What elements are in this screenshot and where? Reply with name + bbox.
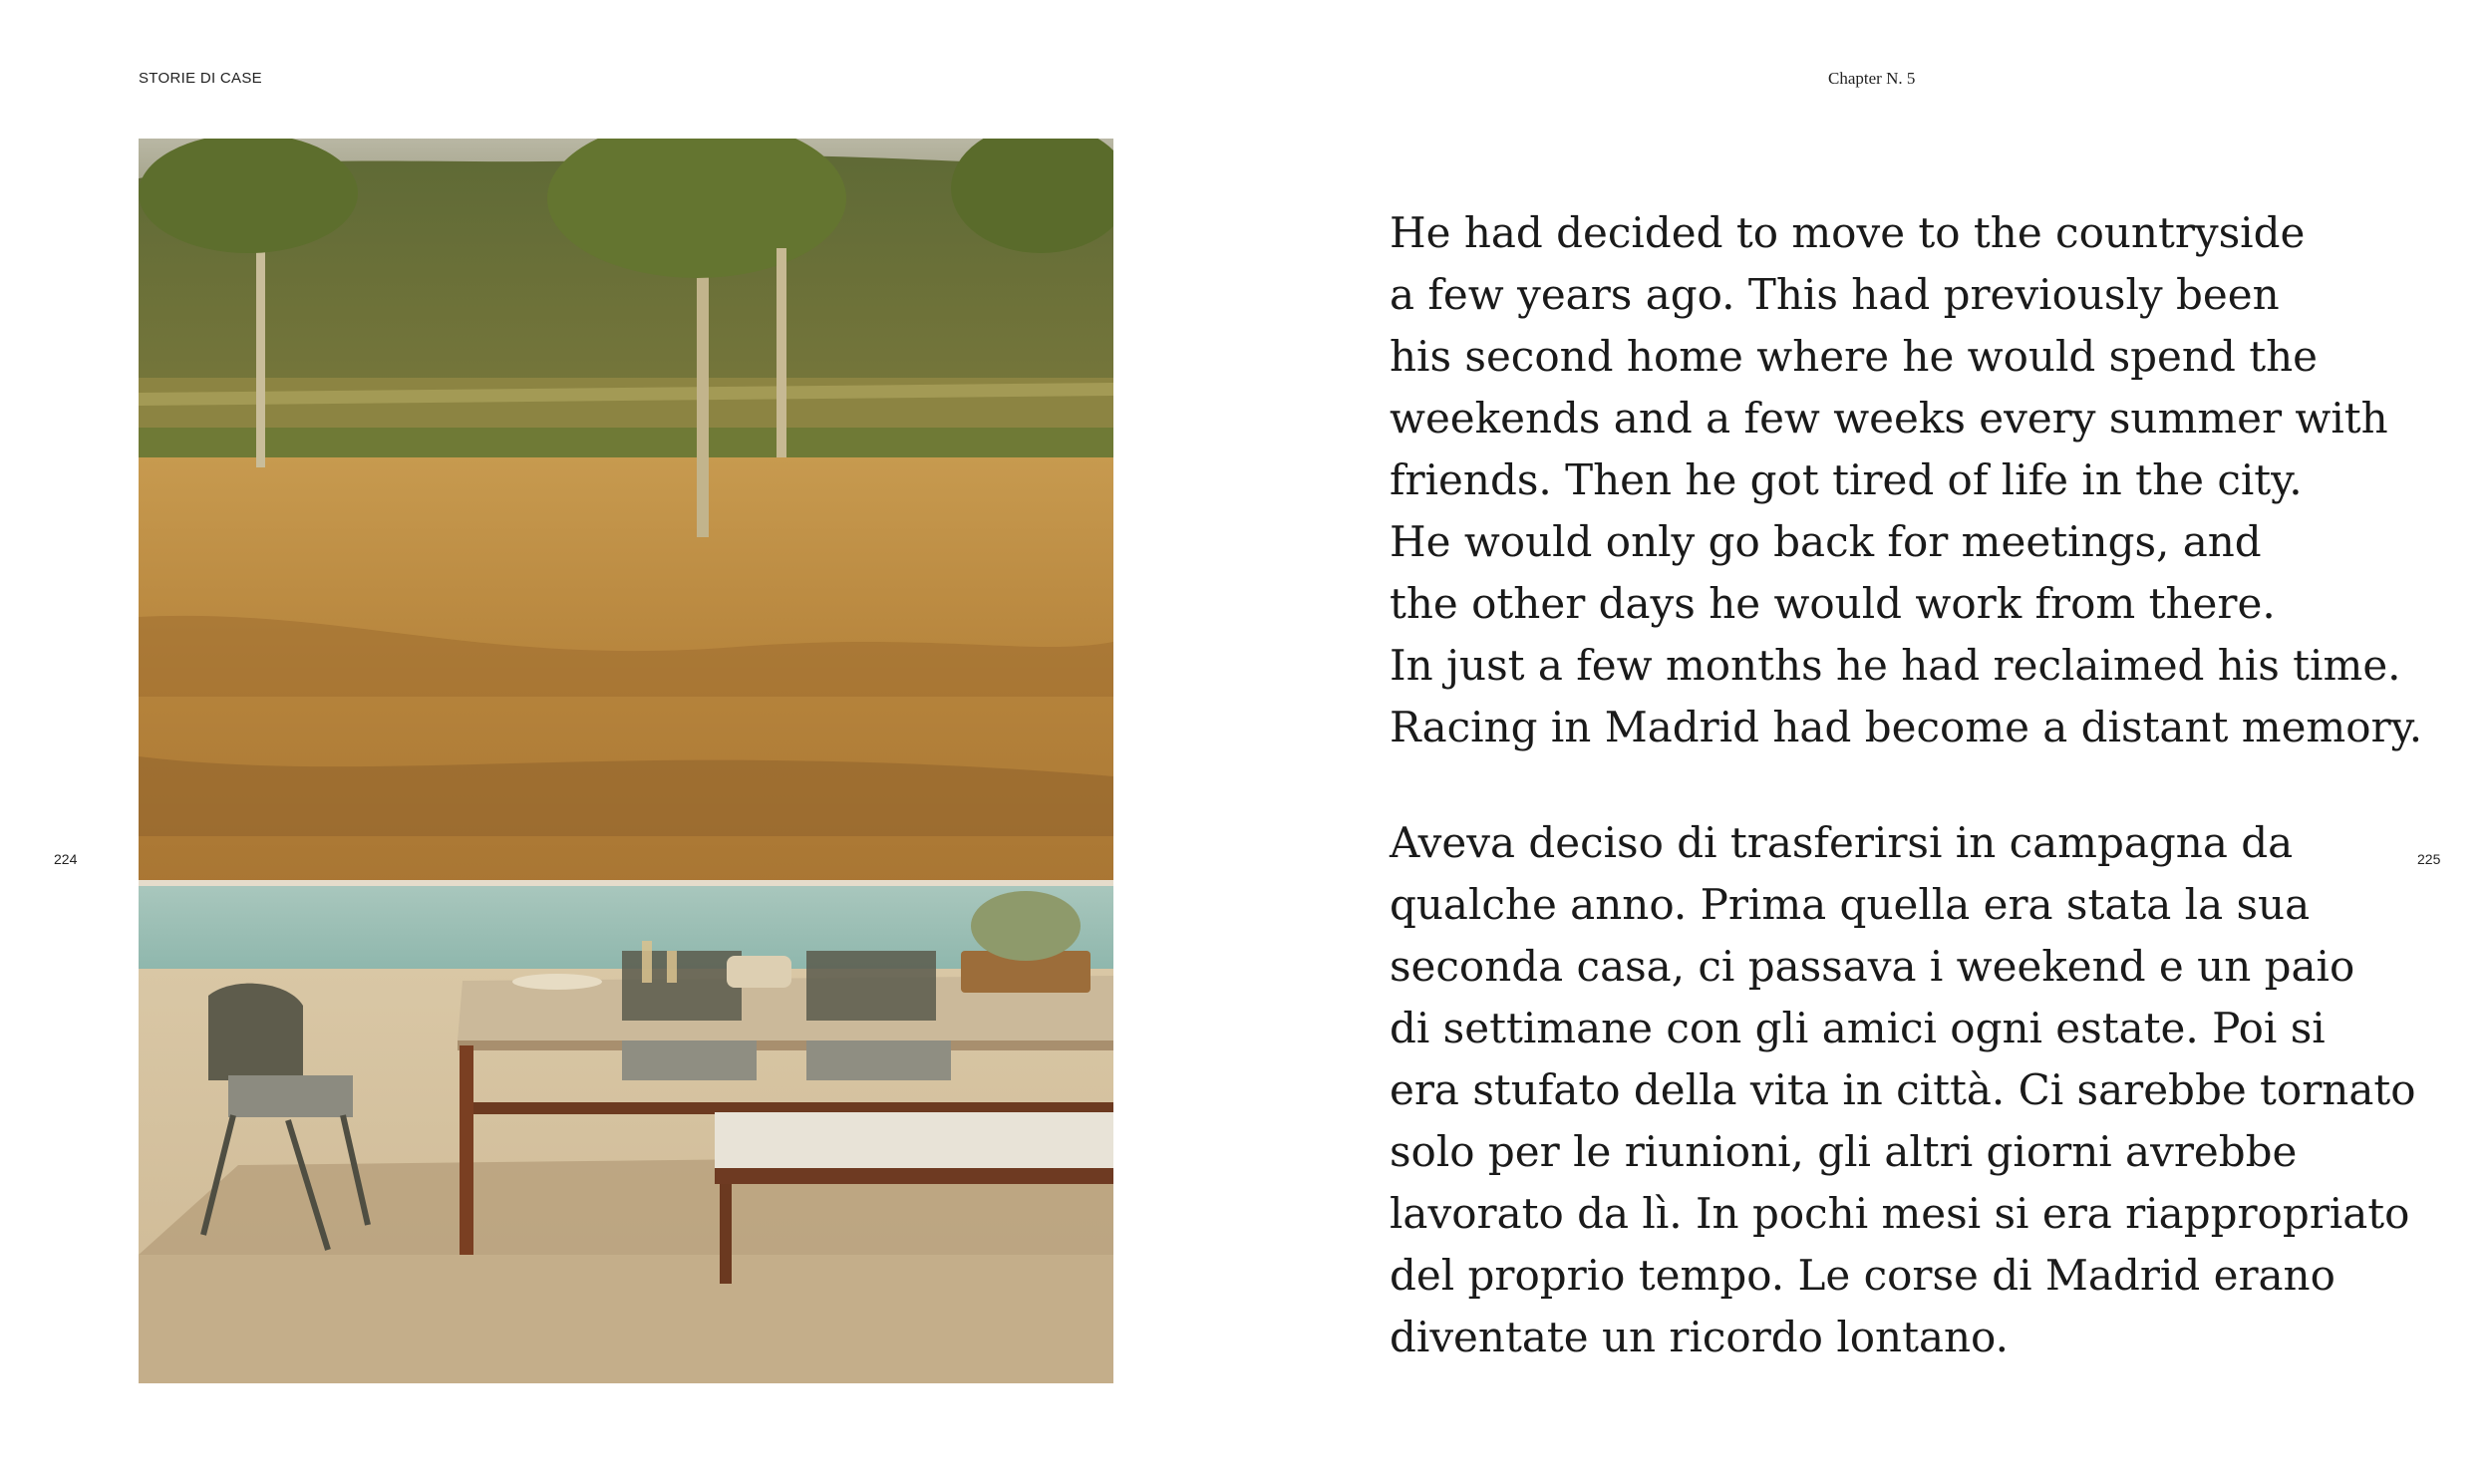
outdoor-dining-photo xyxy=(139,139,1113,1383)
italian-paragraph xyxy=(1390,812,2416,1368)
body-text xyxy=(1390,202,2423,1368)
text-line: Racing in Madrid had become a distant memory. xyxy=(1390,703,2423,751)
running-header-right: Chapter N. 5 xyxy=(1828,69,1916,88)
text-line: In just a few months he had reclaimed his time. xyxy=(1390,641,2401,690)
page-number-left: 224 xyxy=(54,851,78,867)
text-line: solo per le riunioni, gli altri giorni avrebbe xyxy=(1390,1127,2298,1176)
text-line: a few years ago. This had previously been xyxy=(1390,270,2280,319)
text-line: Aveva deciso di trasferirsi in campagna da xyxy=(1390,818,2294,867)
page-number-right: 225 xyxy=(2417,851,2441,867)
running-header-left: STORIE DI CASE xyxy=(139,70,262,87)
text-line: lavorato da lì. In pochi mesi si era riappropriato xyxy=(1390,1189,2410,1238)
text-line: He had decided to move to the countryside xyxy=(1390,208,2306,257)
text-line: He would only go back for meetings, and xyxy=(1390,517,2262,566)
text-line: seconda casa, ci passava i weekend e un paio xyxy=(1390,942,2355,991)
english-paragraph xyxy=(1390,202,2423,758)
text-line: friends. Then he got tired of life in the city. xyxy=(1390,455,2303,504)
text-line: the other days he would work from there. xyxy=(1390,579,2276,628)
text-line: his second home where he would spend the xyxy=(1390,332,2318,381)
text-line: del proprio tempo. Le corse di Madrid erano xyxy=(1390,1251,2335,1300)
text-line: era stufato della vita in città. Ci sarebbe tornato xyxy=(1390,1065,2416,1114)
text-line: diventate un ricordo lontano. xyxy=(1390,1313,2009,1361)
text-line: weekends and a few weeks every summer with xyxy=(1390,394,2388,443)
text-line: di settimane con gli amici ogni estate. Poi si xyxy=(1390,1004,2326,1052)
text-line: qualche anno. Prima quella era stata la sua xyxy=(1390,880,2311,929)
